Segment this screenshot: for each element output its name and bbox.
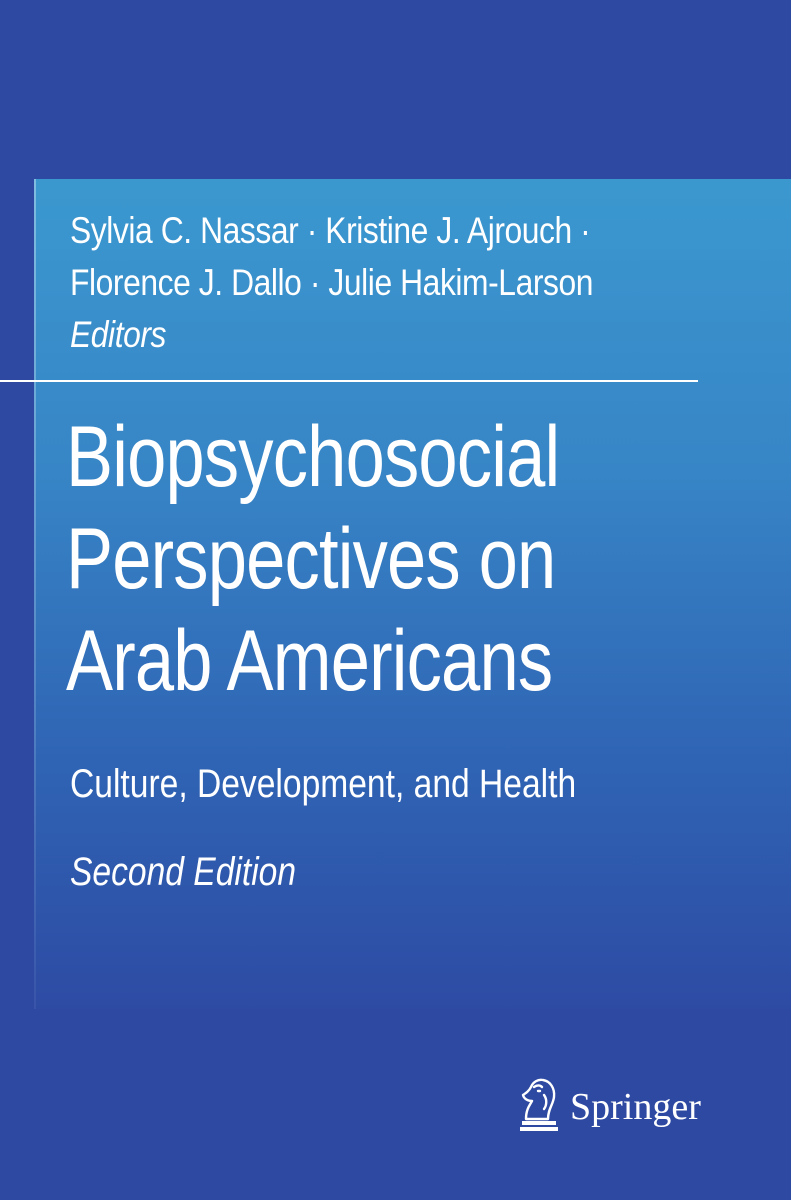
divider-rule: [0, 380, 698, 382]
title-line-1: Biopsychosocial: [66, 409, 560, 505]
title-line-2: Perspectives on: [66, 511, 556, 607]
authors-line-2: Florence J. Dallo · Julie Hakim-Larson: [70, 262, 594, 303]
edition-label: Second Edition: [70, 850, 297, 894]
book-title: [66, 406, 656, 712]
authors-line-1: Sylvia C. Nassar · Kristine J. Ajrouch ·: [70, 210, 591, 251]
editors-block: [70, 205, 672, 361]
book-subtitle: Culture, Development, and Health: [70, 762, 577, 806]
editors-label: Editors: [70, 314, 167, 355]
panel-edge: [34, 179, 36, 1009]
title-line-3: Arab Americans: [66, 613, 553, 709]
publisher-name: Springer: [570, 1086, 701, 1128]
publisher-logo-block: [516, 1074, 701, 1134]
chess-knight-icon: [516, 1075, 562, 1133]
